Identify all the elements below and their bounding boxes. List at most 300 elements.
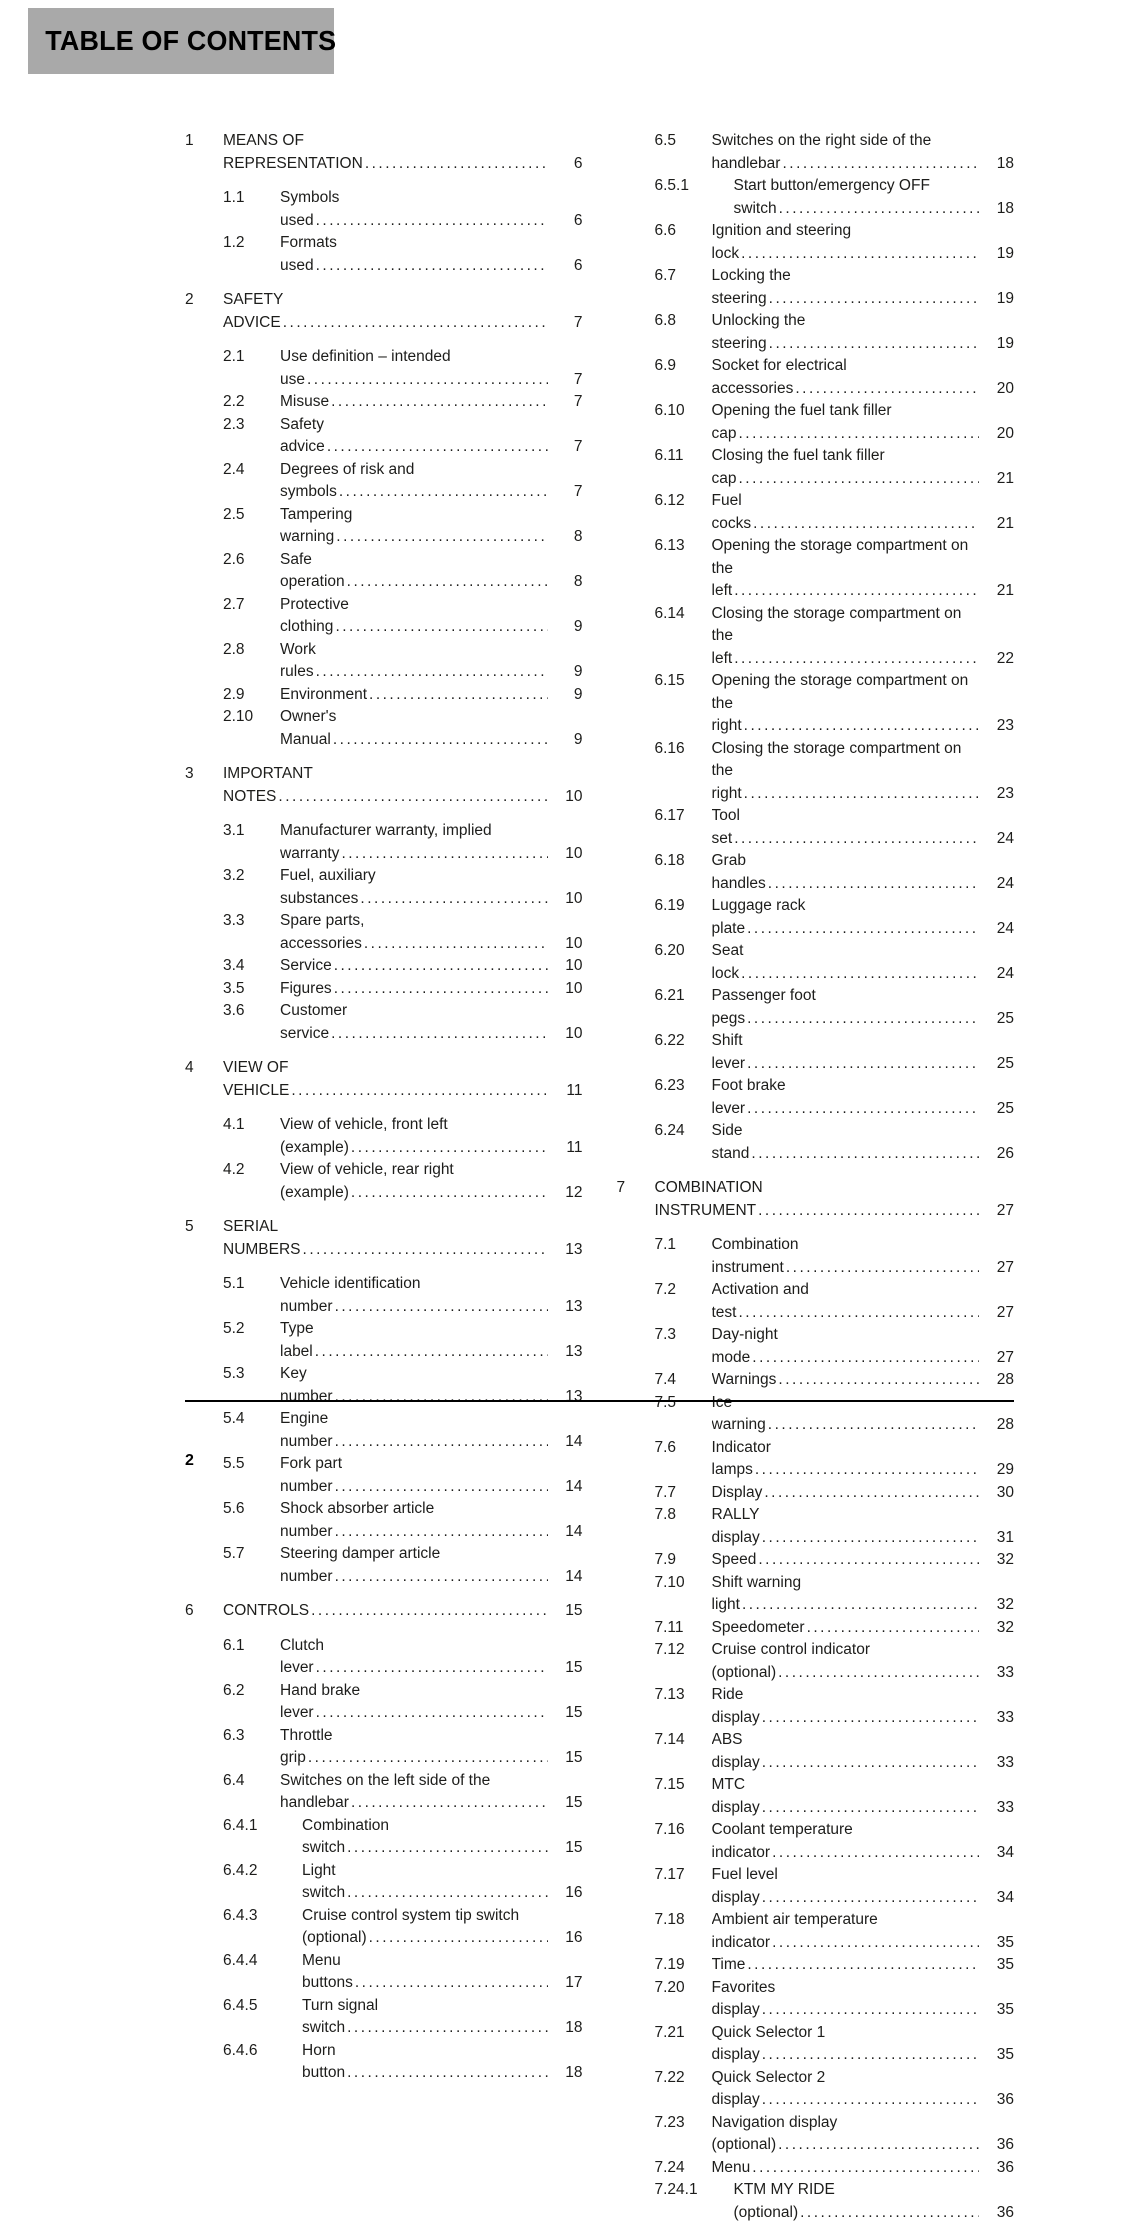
toc-entry-page: 19: [979, 288, 1014, 311]
toc-entry: [185, 1860, 583, 1905]
toc-entry-page: 14: [548, 1476, 583, 1499]
toc-entry: [185, 1600, 583, 1623]
toc-entry-page: 20: [979, 378, 1014, 401]
toc-entry-title: Formats used .....: [280, 232, 548, 277]
toc-entry-number: 6.23: [655, 1075, 712, 1098]
toc-entry-page: 18: [548, 2017, 583, 2040]
toc-entry: [617, 940, 1015, 985]
toc-entry: [617, 130, 1015, 175]
toc-entry: [617, 1977, 1015, 2022]
toc-entry-title: Throttle grip .....: [280, 1725, 548, 1770]
toc-entry-page: 15: [548, 1837, 583, 1860]
toc-column-right: [617, 130, 1015, 2224]
toc-entry-number: 7.16: [655, 1819, 712, 1842]
toc-entry-title: Ride display .....: [712, 1684, 980, 1729]
toc-entry-page: 21: [979, 513, 1014, 536]
toc-entry-number: 7.13: [655, 1684, 712, 1707]
toc-entry-title: Light switch .....: [302, 1860, 548, 1905]
toc-entry-page: 25: [979, 1053, 1014, 1076]
toc-entry: [617, 2067, 1015, 2112]
toc-entry-page: 27: [979, 1200, 1014, 1223]
toc-entry: [617, 603, 1015, 671]
toc-entry-title: RALLY display .....: [712, 1504, 980, 1549]
toc-entry-page: 10: [548, 933, 583, 956]
toc-entry-page: 31: [979, 1527, 1014, 1550]
toc-entry-page: 23: [979, 783, 1014, 806]
toc-entry-number: 6.4.6: [223, 2040, 302, 2063]
toc-entry-page: 15: [548, 1600, 583, 1623]
toc-entry: [617, 490, 1015, 535]
toc-entry: [617, 1437, 1015, 1482]
toc-entry-title: Luggage rack plate .....: [712, 895, 980, 940]
toc-entry-page: 21: [979, 580, 1014, 603]
toc-entry-title: Shift warning light .....: [712, 1572, 980, 1617]
toc-entry-number: 7.21: [655, 2022, 712, 2045]
toc-entry-page: 7: [548, 312, 583, 335]
toc-entry-page: 27: [979, 1257, 1014, 1280]
toc-entry-number: 7.22: [655, 2067, 712, 2090]
footer-divider: [185, 1400, 1014, 1402]
toc-entry-title: Seat lock .....: [712, 940, 980, 985]
toc-entry-page: 33: [979, 1662, 1014, 1685]
toc-entry-page: 13: [548, 1296, 583, 1319]
toc-entry: [185, 1114, 583, 1159]
toc-entry-title: Favorites display .....: [712, 1977, 980, 2022]
toc-entry-title: VIEW OF VEHICLE .....: [223, 1057, 548, 1102]
toc-entry-page: 24: [979, 828, 1014, 851]
toc-entry-page: 34: [979, 1842, 1014, 1865]
toc-entry: [185, 1950, 583, 1995]
toc-entry-page: 7: [548, 369, 583, 392]
toc-entry-title: KTM MY RIDE (optional) .....: [734, 2179, 980, 2224]
toc-entry: [185, 706, 583, 751]
toc-entry-page: 14: [548, 1431, 583, 1454]
toc-entry-title: Warnings .....: [712, 1369, 980, 1392]
toc-entry-title: Ice warning .....: [712, 1392, 980, 1437]
toc-entry: [617, 1572, 1015, 1617]
toc-entry-title: Time .....: [712, 1954, 980, 1977]
toc-entry: [617, 400, 1015, 445]
toc-entry-number: 6.17: [655, 805, 712, 828]
toc-entry-number: 6.3: [223, 1725, 280, 1748]
toc-entry-page: 6: [548, 255, 583, 278]
toc-entry: [185, 459, 583, 504]
toc-entry: [185, 1273, 583, 1318]
toc-entry-title: Navigation display (optional) .....: [712, 2112, 980, 2157]
toc-entry-page: 23: [979, 715, 1014, 738]
page-title: TABLE OF CONTENTS: [28, 25, 336, 57]
toc-entry-title: View of vehicle, front left (example) .....: [280, 1114, 548, 1159]
toc-entry-number: 6.19: [655, 895, 712, 918]
toc-entry-title: Speed .....: [712, 1549, 980, 1572]
toc-entry-title: ABS display .....: [712, 1729, 980, 1774]
toc-entry-page: 24: [979, 918, 1014, 941]
toc-entry: [185, 1408, 583, 1453]
toc-entry: [617, 1504, 1015, 1549]
toc-entry-page: 24: [979, 873, 1014, 896]
toc-entry: [617, 220, 1015, 265]
toc-entry: [617, 445, 1015, 490]
toc-entry-title: Fuel level display .....: [712, 1864, 980, 1909]
toc-entry-number: 2.3: [223, 414, 280, 437]
toc-entry-title: View of vehicle, rear right (example) .....: [280, 1159, 548, 1204]
toc-entry-title: Degrees of risk and symbols .....: [280, 459, 548, 504]
toc-entry-number: 6.10: [655, 400, 712, 423]
toc-entry-title: Customer service .....: [280, 1000, 548, 1045]
toc-entry-title: Indicator lamps .....: [712, 1437, 980, 1482]
toc-entry-page: 28: [979, 1414, 1014, 1437]
toc-entry-number: 3.4: [223, 955, 280, 978]
toc-entry: [185, 1543, 583, 1588]
toc-entry-page: 7: [548, 481, 583, 504]
toc-entry: [617, 1729, 1015, 1774]
toc-entry-page: 33: [979, 1797, 1014, 1820]
toc-entry-title: COMBINATION INSTRUMENT .....: [655, 1177, 980, 1222]
toc-entry-title: Opening the fuel tank filler cap .....: [712, 400, 980, 445]
toc-entry-page: 18: [979, 198, 1014, 221]
toc-entry-number: 6.11: [655, 445, 712, 468]
toc-entry-title: Work rules .....: [280, 639, 548, 684]
toc-entry-title: Protective clothing .....: [280, 594, 548, 639]
toc-entry-page: 15: [548, 1657, 583, 1680]
toc-entry: [185, 1216, 583, 1261]
toc-entry-number: 7.9: [655, 1549, 712, 1572]
toc-entry-title: Side stand .....: [712, 1120, 980, 1165]
toc-entry-number: 6.4.4: [223, 1950, 302, 1973]
toc-entry-title: Opening the storage compartment on the right .....: [712, 670, 980, 738]
toc-entry: [617, 895, 1015, 940]
toc-entry-number: 1.2: [223, 232, 280, 255]
toc-entry-page: 35: [979, 1954, 1014, 1977]
toc-entry: [617, 2179, 1015, 2224]
toc-entry-title: Passenger foot pegs .....: [712, 985, 980, 1030]
toc-entry: [185, 2040, 583, 2085]
toc-entry-page: 15: [548, 1702, 583, 1725]
toc-entry-page: 16: [548, 1882, 583, 1905]
toc-entry-title: SAFETY ADVICE .....: [223, 289, 548, 334]
toc-entry-number: 7.3: [655, 1324, 712, 1347]
toc-entry-page: 28: [979, 1369, 1014, 1392]
toc-entry-page: 36: [979, 2089, 1014, 2112]
toc-entry-number: 3.3: [223, 910, 280, 933]
toc-entry: [185, 414, 583, 459]
toc-entry-number: 3.6: [223, 1000, 280, 1023]
toc-entry-number: 7.11: [655, 1617, 712, 1640]
toc-entry-number: 6.4.2: [223, 1860, 302, 1883]
toc-entry-number: 4.1: [223, 1114, 280, 1137]
toc-entry-title: Safe operation .....: [280, 549, 548, 594]
toc-entry: [617, 175, 1015, 220]
toc-entry-number: 5: [185, 1216, 223, 1239]
toc-entry-page: 35: [979, 2044, 1014, 2067]
toc-entry: [185, 594, 583, 639]
toc-entry-title: Locking the steering .....: [712, 265, 980, 310]
toc-entry: [617, 1030, 1015, 1075]
toc-entry-number: 7.5: [655, 1392, 712, 1415]
toc-entry: [617, 1819, 1015, 1864]
toc-entry-title: Owner's Manual .....: [280, 706, 548, 751]
toc-entry-number: 6.5: [655, 130, 712, 153]
toc-entry-number: 2: [185, 289, 223, 312]
toc-entry-title: Closing the fuel tank filler cap .....: [712, 445, 980, 490]
toc-entry-page: 10: [548, 1023, 583, 1046]
toc-entry-number: 5.7: [223, 1543, 280, 1566]
toc-entry: [617, 2157, 1015, 2180]
toc-entry-page: 7: [548, 391, 583, 414]
toc-entry-number: 6.16: [655, 738, 712, 761]
toc-entry-title: Spare parts, accessories .....: [280, 910, 548, 955]
toc-entry: [617, 1909, 1015, 1954]
toc-entry-title: MTC display .....: [712, 1774, 980, 1819]
toc-entry: [617, 1954, 1015, 1977]
toc-entry-number: 2.8: [223, 639, 280, 662]
toc-entry: [185, 504, 583, 549]
toc-entry-page: 25: [979, 1098, 1014, 1121]
toc-entry-number: 6.9: [655, 355, 712, 378]
toc-entry-title: Steering damper article number .....: [280, 1543, 548, 1588]
toc-entry-title: Cruise control indicator (optional) .....: [712, 1639, 980, 1684]
toc-entry-title: Menu buttons .....: [302, 1950, 548, 1995]
toc-entry: [185, 1770, 583, 1815]
toc-entry-page: 33: [979, 1707, 1014, 1730]
toc-entry-title: Turn signal switch .....: [302, 1995, 548, 2040]
toc-entry-number: 7.2: [655, 1279, 712, 1302]
toc-entry-number: 6: [185, 1600, 223, 1623]
toc-entry-title: Closing the storage compartment on the left .....: [712, 603, 980, 671]
toc-entry-title: Fuel, auxiliary substances .....: [280, 865, 548, 910]
toc-entry: [617, 265, 1015, 310]
toc-entry-number: 6.12: [655, 490, 712, 513]
toc-entry: [185, 1498, 583, 1543]
toc-entry-page: 9: [548, 661, 583, 684]
toc-entry-page: 32: [979, 1617, 1014, 1640]
toc-entry-number: 5.1: [223, 1273, 280, 1296]
toc-entry: [185, 1635, 583, 1680]
toc-entry-title: SERIAL NUMBERS .....: [223, 1216, 548, 1261]
toc-entry-page: 27: [979, 1302, 1014, 1325]
toc-entry-number: 2.6: [223, 549, 280, 572]
toc-entry-title: Tampering warning .....: [280, 504, 548, 549]
toc-entry-title: Day-night mode .....: [712, 1324, 980, 1369]
toc-entry-number: 3.1: [223, 820, 280, 843]
toc-entry: [617, 1234, 1015, 1279]
toc-entry-title: Type label .....: [280, 1318, 548, 1363]
toc-entry-number: 6.15: [655, 670, 712, 693]
toc-entry-number: 2.4: [223, 459, 280, 482]
toc-entry: [617, 1774, 1015, 1819]
toc-entry-title: Hand brake lever .....: [280, 1680, 548, 1725]
toc-entry: [185, 1453, 583, 1498]
toc-entry-number: 2.5: [223, 504, 280, 527]
toc-entry: [617, 985, 1015, 1030]
toc-entry-title: Figures .....: [280, 978, 548, 1001]
toc-entry-page: 10: [548, 843, 583, 866]
toc-entry-title: Coolant temperature indicator .....: [712, 1819, 980, 1864]
toc-entry-number: 2.7: [223, 594, 280, 617]
toc-entry-title: Clutch lever .....: [280, 1635, 548, 1680]
toc-entry-title: Manufacturer warranty, implied warranty .....: [280, 820, 548, 865]
toc-entry-title: Socket for electrical accessories .....: [712, 355, 980, 400]
toc-entry-page: 24: [979, 963, 1014, 986]
toc-entry-number: 7.20: [655, 1977, 712, 2000]
toc-entry-page: 9: [548, 684, 583, 707]
toc-entry: [617, 2112, 1015, 2157]
toc-entry-number: 2.10: [223, 706, 280, 729]
toc-entry: [185, 232, 583, 277]
toc-entry-number: 7.17: [655, 1864, 712, 1887]
toc-entry-title: Horn button .....: [302, 2040, 548, 2085]
toc-entry-number: 6.22: [655, 1030, 712, 1053]
toc-entry: [185, 391, 583, 414]
toc-entry: [617, 1482, 1015, 1505]
toc-entry: [185, 1815, 583, 1860]
toc-entry: [185, 346, 583, 391]
toc-entry-title: Combination switch .....: [302, 1815, 548, 1860]
toc-entry-title: Ignition and steering lock .....: [712, 220, 980, 265]
toc-entry-page: 7: [548, 436, 583, 459]
toc-entry-number: 6.4.1: [223, 1815, 302, 1838]
toc-entry-page: 36: [979, 2157, 1014, 2180]
toc-entry: [617, 1279, 1015, 1324]
toc-entry-page: 18: [979, 153, 1014, 176]
toc-entry-number: 7.10: [655, 1572, 712, 1595]
toc-entry-number: 5.4: [223, 1408, 280, 1431]
toc-entry-title: Switches on the left side of the handlebar .....: [280, 1770, 548, 1815]
toc-entry: [617, 2022, 1015, 2067]
toc-entry-page: 32: [979, 1549, 1014, 1572]
toc-entry-number: 3: [185, 763, 223, 786]
footer-page-number: 2: [185, 1452, 194, 1470]
toc-entry-title: Foot brake lever .....: [712, 1075, 980, 1120]
toc-entry: [617, 1324, 1015, 1369]
toc-entry-title: Combination instrument .....: [712, 1234, 980, 1279]
toc-entry: [185, 955, 583, 978]
toc-entry-number: 6.7: [655, 265, 712, 288]
toc-entry: [617, 805, 1015, 850]
toc-entry-page: 12: [548, 1182, 583, 1205]
toc-entry-number: 7.19: [655, 1954, 712, 1977]
toc-entry-title: Menu .....: [712, 2157, 980, 2180]
toc-entry-number: 5.3: [223, 1363, 280, 1386]
toc-entry: [617, 1549, 1015, 1572]
toc-entry-page: 9: [548, 616, 583, 639]
toc-entry-title: Display .....: [712, 1482, 980, 1505]
toc-entry: [185, 1995, 583, 2040]
toc-entry-number: 6.4.5: [223, 1995, 302, 2018]
toc-entry-number: 7.14: [655, 1729, 712, 1752]
toc-entry-page: 33: [979, 1752, 1014, 1775]
toc-entry-title: Fuel cocks .....: [712, 490, 980, 535]
toc-entry-page: 32: [979, 1594, 1014, 1617]
toc-entry-title: Activation and test .....: [712, 1279, 980, 1324]
toc-entry-number: 4.2: [223, 1159, 280, 1182]
toc-entry-number: 4: [185, 1057, 223, 1080]
toc-entry-title: Unlocking the steering .....: [712, 310, 980, 355]
toc-entry-page: 20: [979, 423, 1014, 446]
toc-entry-page: 29: [979, 1459, 1014, 1482]
toc-entry-number: 7.15: [655, 1774, 712, 1797]
toc-entry-title: Switches on the right side of the handlebar .....: [712, 130, 980, 175]
toc-entry: [617, 310, 1015, 355]
toc-entry-number: 1: [185, 130, 223, 153]
toc-entry: [185, 1725, 583, 1770]
toc-entry: [617, 1369, 1015, 1392]
toc-entry: [617, 1120, 1015, 1165]
toc-entry-page: 13: [548, 1386, 583, 1409]
toc-entry: [185, 639, 583, 684]
toc-entry-number: 6.5.1: [655, 175, 734, 198]
toc-entry-number: 6.4: [223, 1770, 280, 1793]
toc-entry-number: 6.4.3: [223, 1905, 302, 1928]
toc-entry-page: 15: [548, 1747, 583, 1770]
toc-entry-page: 27: [979, 1347, 1014, 1370]
toc-entry-title: Service .....: [280, 955, 548, 978]
toc-entry: [185, 1680, 583, 1725]
toc-entry-number: 6.2: [223, 1680, 280, 1703]
toc-entry-number: 6.6: [655, 220, 712, 243]
toc-entry-page: 10: [548, 888, 583, 911]
toc-entry: [185, 910, 583, 955]
toc-entry: [185, 1057, 583, 1102]
toc-entry: [617, 1864, 1015, 1909]
toc-entry-page: 14: [548, 1521, 583, 1544]
toc-entry-title: CONTROLS .....: [223, 1600, 548, 1623]
toc-entry-title: MEANS OF REPRESENTATION .....: [223, 130, 548, 175]
toc-entry-number: 7.18: [655, 1909, 712, 1932]
toc-entry-page: 8: [548, 571, 583, 594]
toc-entry-number: 6.18: [655, 850, 712, 873]
toc-entry-number: 7.23: [655, 2112, 712, 2135]
toc-entry-number: 3.2: [223, 865, 280, 888]
toc-entry-number: 6.21: [655, 985, 712, 1008]
toc-entry: [617, 670, 1015, 738]
toc-entry-page: 8: [548, 526, 583, 549]
toc-entry-number: 2.1: [223, 346, 280, 369]
toc-entry-number: 6.13: [655, 535, 712, 558]
toc-entry-number: 5.6: [223, 1498, 280, 1521]
toc-entry-title: Speedometer .....: [712, 1617, 980, 1640]
toc-entry-page: 19: [979, 243, 1014, 266]
toc-entry-title: Shift lever .....: [712, 1030, 980, 1075]
toc-entry-page: 6: [548, 153, 583, 176]
toc-entry-title: Safety advice .....: [280, 414, 548, 459]
toc-entry-page: 13: [548, 1239, 583, 1262]
toc-entry-number: 7.6: [655, 1437, 712, 1460]
toc-entry-number: 6.1: [223, 1635, 280, 1658]
toc-entry-page: 15: [548, 1792, 583, 1815]
toc-entry-title: Tool set .....: [712, 805, 980, 850]
toc-entry-page: 21: [979, 468, 1014, 491]
toc-entry-number: 1.1: [223, 187, 280, 210]
toc-entry-page: 25: [979, 1008, 1014, 1031]
toc-entry-number: 7: [617, 1177, 655, 1200]
toc-entry: [617, 850, 1015, 895]
toc-entry: [185, 1159, 583, 1204]
page-header: [28, 8, 334, 74]
toc-entry: [617, 1177, 1015, 1222]
toc-entry: [185, 865, 583, 910]
toc-entry: [185, 763, 583, 808]
toc-entry-title: Misuse .....: [280, 391, 548, 414]
toc-entry: [617, 1639, 1015, 1684]
toc-entry-page: 35: [979, 1999, 1014, 2022]
toc-entry: [185, 1318, 583, 1363]
toc-entry-title: Environment .....: [280, 684, 548, 707]
toc-entry: [185, 1905, 583, 1950]
toc-entry-page: 6: [548, 210, 583, 233]
toc-entry-number: 5.2: [223, 1318, 280, 1341]
toc-entry-page: 36: [979, 2202, 1014, 2224]
